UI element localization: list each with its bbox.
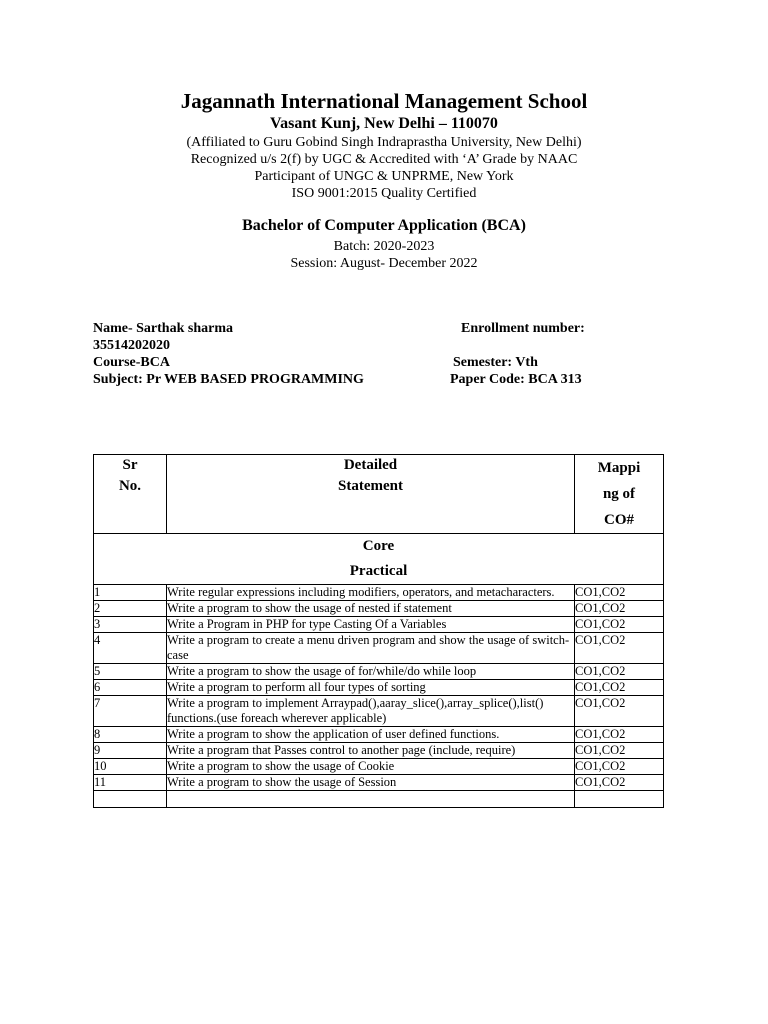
row-co-mapping: CO1,CO2 [575, 585, 664, 601]
row-sr-no: 5 [94, 664, 167, 680]
table-row-empty [94, 791, 664, 808]
empty-cell [94, 791, 167, 808]
program-title: Bachelor of Computer Application (BCA) [242, 217, 526, 234]
row-statement: Write a program that Passes control to another page (include, require) [167, 743, 575, 759]
row-statement: Write a program to show the usage of Cookie [167, 759, 575, 775]
table-row [94, 601, 664, 617]
row-sr-no: 4 [94, 633, 167, 664]
institution-header [0, 88, 768, 202]
row-sr-no: 6 [94, 680, 167, 696]
table-row [94, 696, 664, 727]
row-statement: Write a program to perform all four types of sorting [167, 680, 575, 696]
table-row [94, 775, 664, 791]
section-line2: Practical [349, 563, 408, 579]
header-sr-line1: Sr [122, 457, 138, 473]
recognition-line: Recognized u/s 2(f) by UGC & Accredited with ‘A’ Grade by NAAC [190, 152, 578, 167]
header-statement-line1: Detailed [343, 457, 398, 473]
row-co-mapping: CO1,CO2 [575, 727, 664, 743]
enrollment-number: 35514202020 [93, 338, 170, 353]
table-row [94, 759, 664, 775]
row-co-mapping: CO1,CO2 [575, 664, 664, 680]
header-mapping-line3: CO# [604, 512, 634, 528]
paper-code: Paper Code: BCA 313 [450, 372, 582, 387]
row-co-mapping: CO1,CO2 [575, 759, 664, 775]
student-row-name [93, 320, 693, 337]
header-mapping [575, 455, 664, 534]
section-row [94, 534, 664, 585]
empty-cell [575, 791, 664, 808]
program-block [0, 216, 768, 272]
table-header-row [94, 455, 664, 534]
header-mapping-line1: Mappi [597, 460, 641, 476]
row-statement: Write regular expressions including modifiers, operators, and metacharacters. [167, 585, 575, 601]
affiliation-line: (Affiliated to Guru Gobind Singh Indraprastha University, New Delhi) [186, 135, 582, 150]
row-statement: Write a Program in PHP for type Casting Of a Variables [167, 617, 575, 633]
enrollment-label: Enrollment number: [461, 321, 585, 336]
row-sr-no: 2 [94, 601, 167, 617]
row-statement: Write a program to show the usage of Session [167, 775, 575, 791]
row-co-mapping: CO1,CO2 [575, 633, 664, 664]
row-statement: Write a program to implement Arraypad(),aaray_slice(),array_splice(),list() functions.(use foreach wherever applicable) [167, 696, 575, 727]
table-row [94, 664, 664, 680]
student-details [93, 320, 693, 388]
row-sr-no: 3 [94, 617, 167, 633]
student-row-subject [93, 371, 693, 388]
section-title [94, 534, 664, 585]
batch-line: Batch: 2020-2023 [333, 239, 435, 254]
header-sr-line2: No. [118, 478, 142, 494]
row-statement: Write a program to show the application of user defined functions. [167, 727, 575, 743]
row-co-mapping: CO1,CO2 [575, 775, 664, 791]
semester: Semester: Vth [453, 355, 538, 370]
row-sr-no: 9 [94, 743, 167, 759]
header-mapping-line2: ng of [602, 486, 636, 502]
school-name: Jagannath International Management School [180, 89, 588, 113]
table-row [94, 680, 664, 696]
practicals-table [93, 454, 664, 808]
subject: Subject: Pr WEB BASED PROGRAMMING [93, 372, 364, 387]
session-line: Session: August- December 2022 [290, 256, 478, 271]
student-row-enrollment [93, 337, 693, 354]
iso-line: ISO 9001:2015 Quality Certified [291, 186, 477, 201]
row-statement: Write a program to show the usage of for/while/do while loop [167, 664, 575, 680]
row-sr-no: 7 [94, 696, 167, 727]
row-sr-no: 1 [94, 585, 167, 601]
table-row [94, 617, 664, 633]
row-co-mapping: CO1,CO2 [575, 601, 664, 617]
row-co-mapping: CO1,CO2 [575, 680, 664, 696]
row-sr-no: 10 [94, 759, 167, 775]
empty-cell [167, 791, 575, 808]
row-statement: Write a program to show the usage of nested if statement [167, 601, 575, 617]
school-address: Vasant Kunj, New Delhi – 110070 [270, 115, 498, 132]
table-row [94, 727, 664, 743]
participant-line: Participant of UNGC & UNPRME, New York [254, 169, 514, 184]
row-sr-no: 8 [94, 727, 167, 743]
table-row [94, 743, 664, 759]
course: Course-BCA [93, 355, 170, 370]
header-statement-line2: Statement [338, 478, 403, 494]
row-co-mapping: CO1,CO2 [575, 617, 664, 633]
header-statement [167, 455, 575, 534]
row-statement: Write a program to create a menu driven program and show the usage of switch-case [167, 633, 575, 664]
header-sr-no [94, 455, 167, 534]
row-co-mapping: CO1,CO2 [575, 696, 664, 727]
table-body [94, 534, 664, 808]
section-line1: Core [362, 538, 395, 554]
student-row-course [93, 354, 693, 371]
student-name: Name- Sarthak sharma [93, 321, 233, 336]
row-co-mapping: CO1,CO2 [575, 743, 664, 759]
table-row [94, 585, 664, 601]
table-row [94, 633, 664, 664]
row-sr-no: 11 [94, 775, 167, 791]
